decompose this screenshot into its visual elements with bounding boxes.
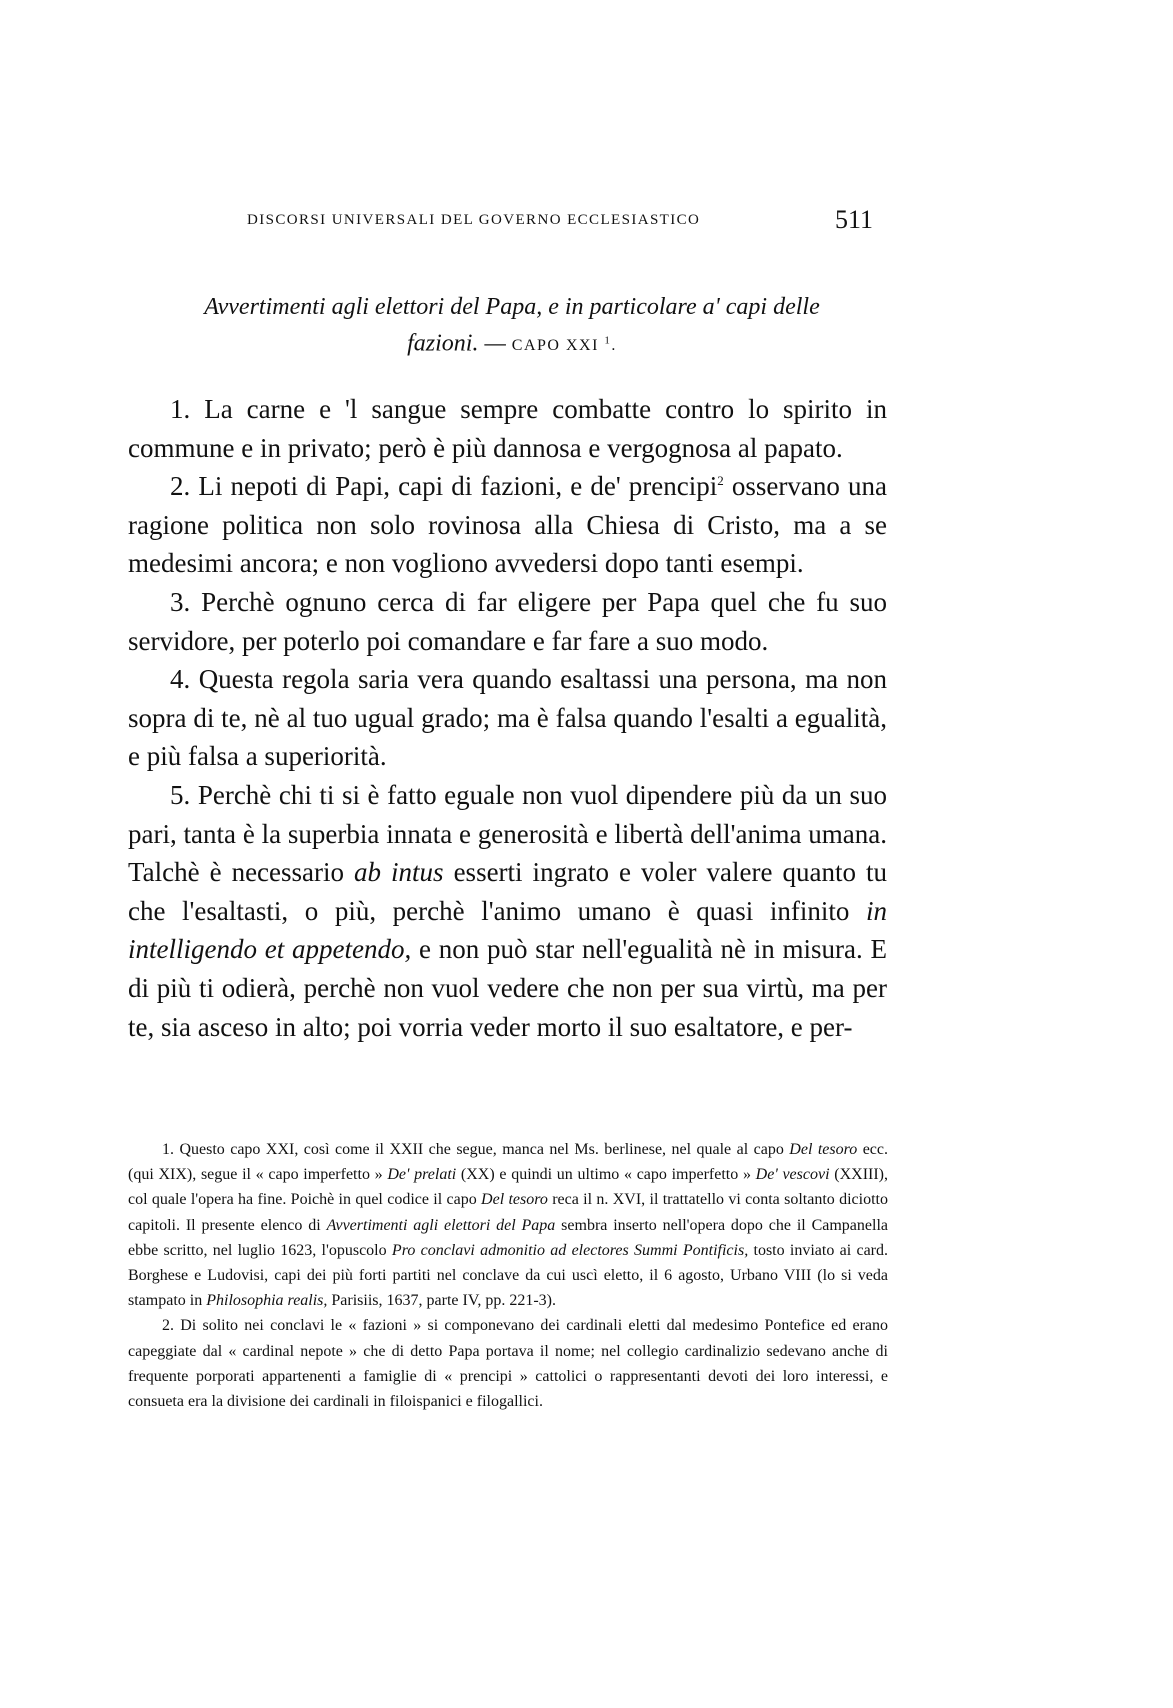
running-head: DISCORSI UNIVERSALI DEL GOVERNO ECCLESIASTICO (247, 212, 701, 228)
paragraph-text: Li nepoti di Papi, capi di fazioni, e de' prencipi (198, 471, 718, 502)
body-text (128, 390, 887, 1046)
paragraph-text: Perchè ognuno cerca di far eligere per Papa quel che fu suo servidore, per poterlo poi comandare e far fare a suo modo. (128, 586, 887, 656)
paragraph-4 (128, 660, 887, 776)
paragraph-text: osservano una ragione politica non solo rovinosa alla Chiesa di Cristo, ma a se medesimi ancora; e non vogliono avvedersi dopo tanti esempi. (128, 471, 887, 579)
paragraph-text: Perchè chi ti si è fatto eguale non vuol dipendere più da un suo pari, tanta è la superbia innata e generosità e libertà dell'anima umana. Talchè è necessario (128, 779, 888, 888)
chapter-number (512, 337, 617, 354)
footnote-number: 1. (162, 1141, 174, 1158)
footnote-run: Questo capo XXI, così come il XXII che segue, manca nel Ms. berlinese, nel quale al capo (179, 1141, 790, 1158)
footnote-run: tosto inviato ai card. Borghese e Ludovisi, capi dei più forti partiti nel conclave da cui uscì eletto, il 6 agosto, Urbano VIII (lo si veda stampato in (128, 1241, 888, 1310)
footnote-italic-run: Avvertimenti agli elettori del Papa (326, 1216, 556, 1234)
footnote-run: sembra inserto nell'opera dopo che il Campanella ebbe scritto, nel luglio 1623, l'opuscolo (128, 1216, 889, 1259)
footnote-text (128, 1317, 888, 1410)
paragraph-2 (128, 467, 887, 583)
paragraph-number: 2. (170, 471, 191, 502)
paragraph-text: Questa regola saria vera quando esaltassi una persona, ma non sopra di te, nè al tuo ugual grado; ma è falsa quando l'esalti a egualità, e più falsa a superiorità. (128, 664, 888, 772)
footnote-italic-run: De' vescovi (755, 1166, 830, 1184)
footnote-run: Parisiis, 1637, parte IV, pp. 221-3). (327, 1292, 556, 1310)
footnote-run: (XXIII), col quale l'opera ha fine. Poichè in quel codice il capo (128, 1166, 889, 1209)
footnote-run: Di solito nei conclavi le « fazioni » si componevano dei cardinali eletti dal medesimo Pontefice ed erano capeggiate dal « cardinal nepote » che di detto Papa portava il nome; nel collegio cardinalizio sedevano anche di frequente porporati appartenenti a famiglie di « prencipi » cattolici o rappresentanti devoti dei loro interessi, e consueta era la divisione dei cardinali in filoispanici e filogallici. (128, 1317, 889, 1411)
footnote-run: ecc. (qui XIX), segue il « capo imperfetto » (128, 1141, 889, 1184)
capo-label: CAPO XXI (511, 337, 599, 355)
footnote-italic-run: Del tesoro (789, 1141, 858, 1158)
footnote-1 (128, 1137, 888, 1313)
footnote-2 (128, 1313, 888, 1414)
paragraph-number: 1. (170, 394, 191, 424)
paragraph-1 (128, 390, 887, 467)
paragraph-text: La carne e 'l sangue sempre combatte contro lo spirito in commune e in privato; però è più dannosa e vergognosa al papato. (128, 394, 888, 463)
footnote-italic-run: Pro conclavi admonitio ad electores Summi Pontificis, (391, 1241, 749, 1259)
chapter-title-line-1: Avvertimenti agli elettori del Papa, e in particolare a' capi delle (204, 294, 820, 320)
footnote-ref-1: 1 (604, 335, 612, 347)
paragraph-text: e non può star nell'egualità nè in misura. E di più ti odierà, perchè non vuol vedere che non per sua virtù, ma per te, sia asceso in alto; poi vorria veder morto il suo esaltatore, e per- (128, 934, 887, 1042)
chapter-title-line-2 (132, 324, 892, 363)
footnote-italic-run: Philosophia realis, (206, 1292, 328, 1310)
chapter-title-fazioni: fazioni. — (407, 330, 506, 357)
footnote-number: 2. (162, 1317, 174, 1335)
page-number: 511 (835, 205, 874, 234)
paragraph-number: 4. (170, 664, 191, 695)
chapter-title-end: . (611, 337, 617, 355)
footnote-run: (XX) e quindi un ultimo « capo imperfetto » (456, 1166, 756, 1184)
paragraph-number: 5. (170, 779, 191, 810)
footnote-run: reca il n. XVI, il trattatello vi conta soltanto diciotto capitoli. Il presente elenco di (128, 1191, 888, 1234)
latin-phrase: in intelligendo et appetendo, (128, 895, 887, 965)
footnote-italic-run: Del tesoro (481, 1191, 548, 1209)
chapter-title (132, 290, 892, 363)
latin-phrase: ab intus (354, 857, 444, 888)
paragraph-text: esserti ingrato e voler valere quanto tu che l'esaltasti, o più, perchè l'animo umano è quasi infinito (128, 857, 887, 926)
footnote-italic-run: De' prelati (387, 1166, 457, 1184)
paragraph-3 (128, 583, 887, 660)
footnote-text (128, 1141, 888, 1309)
paragraph-number: 3. (170, 586, 191, 617)
footnote-ref-2: 2 (717, 473, 724, 489)
footnotes (128, 1137, 888, 1414)
paragraph-5 (128, 776, 887, 1046)
